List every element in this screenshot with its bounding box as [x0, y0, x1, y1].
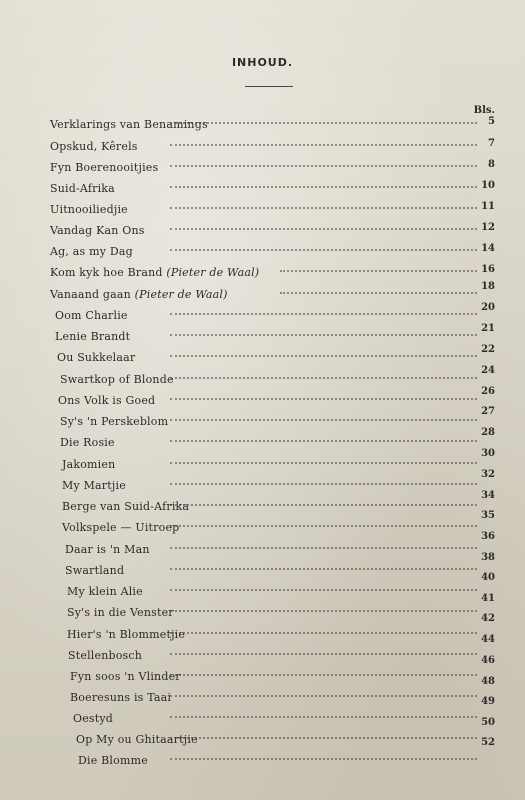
toc-entry	[0, 159, 525, 177]
toc-entry-page: 42	[481, 613, 495, 624]
toc-entry-page: 14	[481, 243, 495, 254]
dot-leader	[170, 632, 477, 634]
toc-entry-title: Daar is 'n Man	[65, 543, 150, 556]
toc-entry-title: Swartland	[65, 564, 125, 577]
toc-entry	[0, 222, 525, 240]
dot-leader	[170, 525, 477, 527]
toc-entry-page: 30	[481, 448, 495, 459]
toc-entry	[0, 406, 525, 431]
dot-leader	[170, 716, 477, 718]
dot-leader	[170, 695, 477, 697]
dot-leader	[170, 228, 477, 230]
dot-leader	[170, 547, 477, 549]
dot-leader	[280, 292, 477, 294]
dot-leader	[170, 610, 477, 612]
toc-entry-title: Fyn Boerenooitjies	[50, 161, 159, 174]
toc-entry-title: Swartkop of Blonde	[60, 373, 174, 386]
dot-leader	[170, 568, 477, 570]
toc-entry-title: Jakomien	[62, 458, 116, 471]
dot-leader	[170, 144, 477, 146]
toc-entry	[0, 180, 525, 198]
toc-entry-title: Berge van Suid-Afrika	[62, 500, 190, 513]
dot-leader	[170, 377, 477, 379]
toc-entry-title: Op My ou Ghitaartjie	[76, 733, 198, 746]
dot-leader	[170, 674, 477, 676]
dot-leader	[170, 207, 477, 209]
toc-entry-page: 32	[481, 469, 495, 480]
toc-entry	[0, 365, 525, 389]
dot-leader	[170, 122, 477, 124]
dot-leader	[170, 589, 477, 591]
toc-entry-title: Oom Charlie	[55, 309, 128, 322]
dot-leader	[170, 165, 477, 167]
dot-leader	[170, 504, 477, 506]
toc-entry-page: 8	[488, 159, 495, 170]
toc-entry-page: 16	[481, 264, 495, 275]
toc-entry-page: 10	[481, 180, 495, 191]
toc-entry-page: 40	[481, 572, 495, 583]
toc-entry-title: Die Rosie	[60, 436, 115, 449]
dot-leader	[170, 419, 477, 421]
page-heading: INHOUD.	[231, 56, 294, 69]
toc-entry-page: 21	[481, 323, 495, 334]
dot-leader	[170, 398, 477, 400]
toc-entry	[0, 243, 525, 261]
toc-entry-page: 5	[488, 116, 495, 127]
toc-entry-page: 26	[481, 386, 495, 397]
dot-leader	[170, 440, 477, 442]
toc-entry-page: 41	[481, 593, 495, 604]
toc-entry-title: Ou Sukkelaar	[57, 351, 136, 364]
toc-entry-page: 35	[481, 510, 495, 521]
toc-entry-page: 24	[481, 365, 495, 376]
toc-entry-title: Vandag Kan Ons	[50, 224, 145, 237]
toc-entry-page: 34	[481, 490, 495, 501]
page-column-label: Bls.	[473, 105, 495, 116]
toc-entry-page: 22	[481, 344, 495, 355]
toc-entry-page: 12	[481, 222, 495, 233]
toc-entry-title: Fyn soos 'n Vlinder	[70, 670, 181, 683]
dot-leader	[170, 462, 477, 464]
toc-entry-page: 38	[481, 552, 495, 563]
toc-entry	[0, 572, 525, 601]
toc-entry-title: Hier's 'n Blommetjie	[67, 628, 186, 641]
toc-entry-page: 46	[481, 655, 495, 666]
toc-entry-page: 7	[488, 138, 495, 149]
toc-entry	[0, 264, 525, 282]
dot-leader	[170, 249, 477, 251]
toc-entry-page: 11	[481, 201, 495, 212]
toc-entry	[0, 510, 525, 537]
toc-entry	[0, 593, 525, 622]
toc-entry	[0, 448, 525, 474]
toc-entry-title: Verklarings van Benamings	[50, 118, 208, 131]
toc-entry	[0, 281, 525, 304]
dot-leader	[170, 186, 477, 188]
toc-entry-title: Vanaand gaan (Pieter de Waal)	[50, 288, 228, 301]
toc-entry-title: Stellenbosch	[68, 649, 143, 662]
toc-entry-author: (Pieter de Waal)	[134, 288, 228, 301]
toc-entry	[0, 201, 525, 219]
toc-entry	[0, 116, 525, 134]
toc-entry	[0, 427, 525, 452]
toc-entry-page: 50	[481, 717, 495, 728]
toc-entry	[0, 469, 525, 495]
toc-entry-title: Opskud, Kêrels	[50, 140, 138, 153]
toc-entry-page: 52	[481, 737, 495, 748]
toc-entry-title: Oestyd	[73, 712, 114, 725]
toc-entry-title: My klein Alie	[67, 585, 143, 598]
toc-entry	[0, 531, 525, 559]
toc-entry	[0, 386, 525, 410]
toc-entry-title: Ons Volk is Goed	[58, 394, 156, 407]
toc-entry-page: 48	[481, 676, 495, 687]
dot-leader	[280, 270, 477, 272]
toc-entry-page: 49	[481, 696, 495, 707]
toc-entry-title: Sy's in die Venster	[67, 606, 174, 619]
heading-underline	[245, 86, 293, 87]
toc-entry-title: My Martjie	[62, 479, 126, 492]
toc-entry-title: Uitnooiliedjie	[50, 203, 128, 216]
toc-entry-title: Kom kyk hoe Brand (Pieter de Waal)	[50, 266, 260, 279]
toc-entry-title: Ag, as my Dag	[50, 245, 133, 258]
dot-leader	[170, 483, 477, 485]
dot-leader	[170, 313, 477, 315]
toc-entry-title: Die Blomme	[78, 754, 148, 767]
toc-entry-page: 44	[481, 634, 495, 645]
toc-entry	[0, 552, 525, 580]
toc-entry-page: 28	[481, 427, 495, 438]
dot-leader	[170, 737, 477, 739]
toc-entry	[0, 323, 525, 346]
dot-leader	[170, 758, 477, 760]
toc-entry-author: (Pieter de Waal)	[166, 266, 260, 279]
toc-entry-title: Suid-Afrika	[50, 182, 115, 195]
toc-entry-page: 18	[481, 281, 495, 292]
toc-entry-title: Lenie Brandt	[55, 330, 131, 343]
toc-entry	[0, 138, 525, 156]
toc-entry	[0, 490, 525, 516]
toc-entry-page: 27	[481, 406, 495, 417]
toc-entry	[0, 344, 525, 367]
toc-entry	[0, 613, 525, 644]
dot-leader	[170, 653, 477, 655]
toc-entry-title: Boeresuns is Taai	[70, 691, 172, 704]
toc-entry-title: Volkspele — Uitroep	[62, 521, 180, 534]
toc-entry-page: 36	[481, 531, 495, 542]
dot-leader	[170, 355, 477, 357]
toc-entry	[0, 302, 525, 325]
dot-leader	[170, 334, 477, 336]
toc-entry-page: 20	[481, 302, 495, 313]
toc-entry-title: Sy's 'n Perskeblom	[60, 415, 169, 428]
